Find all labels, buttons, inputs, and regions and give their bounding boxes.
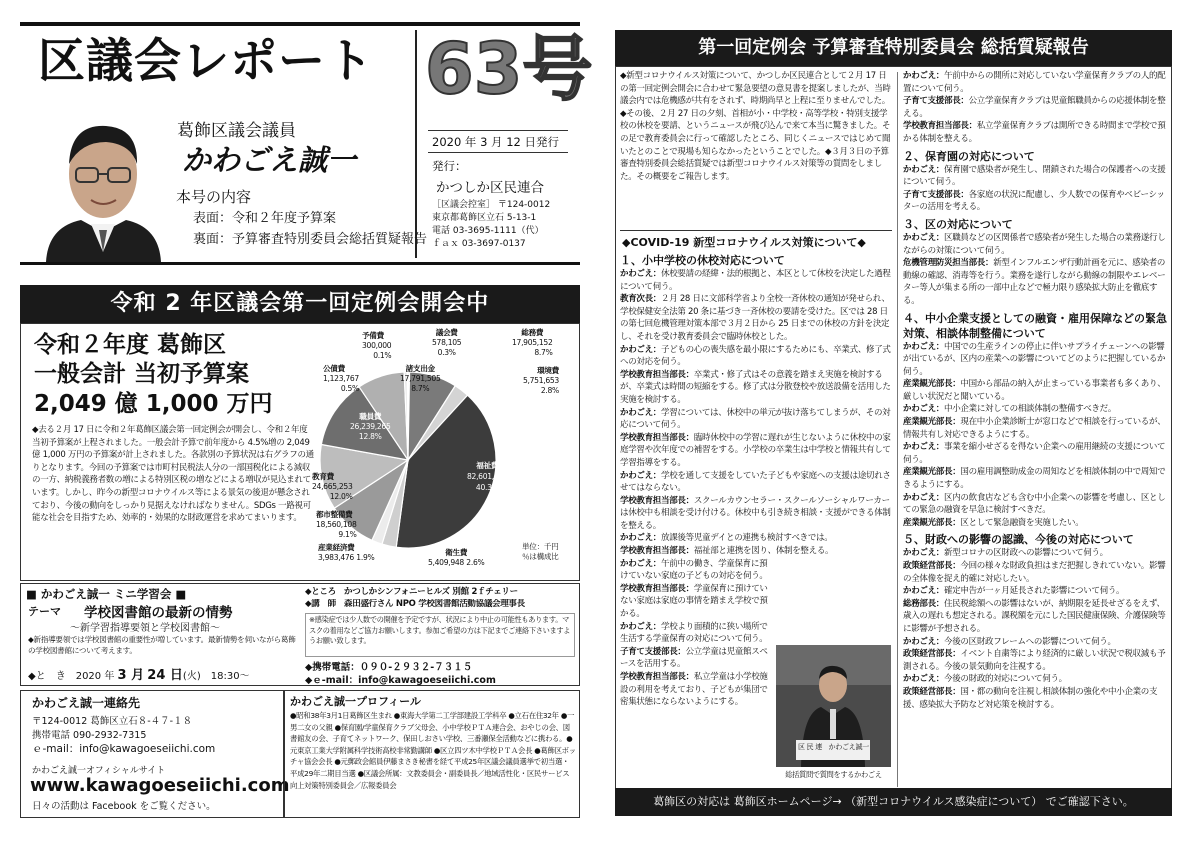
qa-item [903, 636, 1168, 649]
column-divider [897, 72, 898, 787]
contact-address: 〒124-0012 葛飾区立石８-４７-１８ [32, 716, 193, 727]
qa-item [903, 189, 1168, 214]
qa-item [620, 495, 892, 533]
speaker: かわごえ： [903, 636, 945, 647]
speaker: 学校教育担当部長： [620, 672, 694, 682]
statement: 学童保育に預けていない家庭は家庭の事情を踏まえ学校で預かる。 [620, 583, 768, 620]
footer-banner: 葛飾区の対応は 葛飾区ホームページ→ （新型コロナウイルス感染症について） でご確認下さい。 [615, 788, 1172, 816]
qa-item [620, 470, 892, 495]
qa-item [903, 403, 1168, 416]
budget-body: ◆去る２月 17 日に令和２年葛飾区議会第一回定例会が開会し、令和２年度当初予算案が上程されました。一般会計予算で前年度から 4.5%増の 2,049 億 1,000 万円の予算案が計上されました。各款別の予算状況は右グラフの通りとなります。今回の予算案では市町村民税法人分の一部国税化による減収の一方、納税義務者数の増による特別区税の増などによる増収が見込まれています。しかし、昨今の新型コロナウイルス等による景気の後退が懸念されており、今後の動向をしっかり見据えなければなりません。SDGs 一路視可能な社会を目指すため、効率的・効果的な財政運営を求めてまいります。 [32, 425, 314, 524]
qa-list-1 [620, 268, 892, 709]
qa-list-5 [903, 547, 1168, 711]
statement: 新型インフルエンザ行動計画を元に、感染者の動線の確認、消毒等を行う。業務を遂行しながら動線の制限やエレベーター等人が集まる所の一部中止などで極力限り感染拡大防止を徹底する。 [903, 258, 1166, 306]
qa-item [620, 369, 892, 407]
label-shokuin: 職員費 26,239,265 12.8% [350, 412, 391, 441]
right-intro: ◆新型コロナウイルス対策について、かつしか区民連合として２月 17 日の第一回定例会開会に合わせて緊急要望の意見書を提案しましたが、当時議会内では危機感が共有をされず、時期尚早と上程に至りませんでした。◆その後、２月 27 日の夕刻、首相が小・中学校・高等学校・特別支援学校の休校を要請、というニュースが飛び込んで来て本当に驚きました。その足で教育委員会に行って確認したところ、同じくニュースではじめて聞いたとのことで現場も知らなかったということでした。◆３月３日の予算審査特別委員会総括質疑では新型コロナウイルス対策等の質問をしました。その概要をご報告します。 [620, 71, 891, 182]
site-label: かわごえ誠一オフィシャルサイト [32, 766, 166, 776]
speaker: かわごえ： [903, 164, 945, 175]
statement: 各家庭の状況に配慮し、少人数での保育やベビーシッターの活用を考える。 [903, 189, 1165, 213]
member-name: かわごえ誠一 [182, 143, 357, 177]
qa-item [903, 560, 1168, 585]
budget-banner: 令和 2 年区議会第一回定例会開会中 [20, 285, 580, 323]
speaker: 産業観光部長： [903, 379, 961, 390]
study-lecturer: ◆講 師 森田盛行さん NPO 学校図書館活動協議会理事長 [305, 599, 525, 609]
speaker: かわごえ： [620, 269, 662, 279]
label-eisei: 衛生費 5,409,948 2.6% [428, 548, 485, 567]
study-note: ※感染症では少人数での開催を予定ですが、状況により中止の可能性もあります。マスクの着用などご協力お願いします。参加ご希望の方は下記までご連絡下さいますようお願い致します。 [305, 613, 575, 657]
qa-item [903, 378, 1168, 403]
label-sangyo: 産業経済費 3,983,476 1.9% [318, 543, 375, 562]
statement: 学校より面積的に狭い場所で生活する学童保育の対応について伺う。 [620, 621, 768, 645]
speaker: 子育て支援部長： [903, 96, 969, 107]
statement: 中国での生産ラインの停止に伴いサプライチェーンへの影響が出ているが、区内の産業への影響についてどのように把握しているか伺う。 [903, 341, 1166, 377]
study-theme-label: テーマ [28, 605, 61, 618]
statement: 区内の飲食店なども含む中小企業への影響を考慮し、区としての緊急の融資を早急に検討すべきだ。 [903, 492, 1166, 516]
speaker: かわごえ： [903, 71, 945, 81]
statement: 午前中からの開所に対応していない学童保育クラブの人的配置について伺う。 [903, 71, 1166, 94]
contact-tel: 携帯電話 090-2932-7315 [32, 730, 147, 741]
section-4-title: ４、中小企業支援としての融資・雇用保障などの緊急対策、相談体制整備について [903, 311, 1167, 340]
qa-item [620, 432, 892, 470]
statement: 保育園で感染者が発生し、閉鎖された場合の保護者への支援について伺う。 [903, 164, 1166, 188]
statement: ２月 28 日に文部科学省より全校一斉休校の通知が発せられ、学校保健安全法第 20 条に基づき一斉休校の要請を受けた。区では 28 日の第七回危機管理対策本部で３月２日から 25 日までの休校の方針を決定し、それを受け教育委員会で臨時休校とした。 [620, 294, 890, 342]
speaker: かわごえ： [620, 621, 662, 632]
qa-list-3 [903, 232, 1168, 308]
statement: 今後の区財政フレームへの影響について伺う。 [944, 636, 1116, 647]
section-3-title: ３、区の対応について [903, 217, 1013, 231]
address: 東京都葛飾区立石 5-13-1 [432, 213, 537, 223]
statement: 今後の財政的対応について伺う。 [944, 674, 1067, 685]
office-fax: ｆａｘ 03-3697-0137 [432, 239, 526, 249]
statement: 事業を縮小せざるを得ない企業への雇用継続の支援について伺う。 [903, 442, 1166, 465]
speaker: 学校教育担当部長： [903, 121, 977, 132]
speaker: 学校教育担当部長： [620, 583, 694, 594]
issue-number: 63号 [425, 28, 593, 110]
speaker: 産業観光部長： [903, 467, 961, 478]
label-toshi: 都市整備費 18,560,108 9.1% [316, 510, 357, 539]
photo-badge: 区 民 連 かわごえ誠一 [798, 743, 869, 751]
covid-heading: ◆COVID-19 新型コロナウイルス対策について◆ [622, 236, 866, 249]
budget-line1: 令和２年度 葛飾区 [34, 332, 227, 358]
qa-item [903, 585, 1168, 598]
qa-item [903, 517, 1168, 530]
study-mail: ◆ｅ-mail：info@kawagoeseiichi.com [305, 675, 496, 686]
label-kankyo: 環境費 5,751,653 2.8% [523, 366, 559, 395]
statement: 福祉部と連携を図り、体制を整える。 [693, 546, 834, 557]
masthead-title: 区議会レポート [38, 34, 374, 89]
qa-list-1b [903, 70, 1168, 146]
qa-item [903, 648, 1168, 673]
masthead-divider [415, 30, 417, 258]
qa-item [620, 583, 770, 621]
facebook-note: 日々の活動は Facebook をご覧ください。 [32, 801, 216, 812]
chart-unit: 単位：千円 ％は構成比 [522, 542, 559, 561]
office-tel: 電話 03-3695-1111（代） [432, 226, 544, 236]
speaker: かわごえ： [620, 558, 662, 569]
intro-rule [620, 230, 892, 231]
statement: 確定申告が一ヶ月延長された影響について伺う。 [944, 586, 1125, 597]
speaker: かわごえ： [620, 470, 662, 481]
contents-front: 表面：令和２年度予算案 [193, 211, 337, 226]
office: ［区議会控室］ 〒124-0012 [432, 200, 551, 210]
label-fukushi: 福祉費 82,601,768 40.3% [467, 461, 508, 492]
section-2-title: ２、保育園の対応について [903, 149, 1035, 163]
statement: 私立学童は小学校施設の利用を考えており、子どもが集団で密集状態にならないようにする。 [620, 672, 768, 708]
qa-item [903, 686, 1168, 711]
qa-item [903, 466, 1168, 491]
statement: 学校を通して支援をしていた子どもや家庭への支援は途切れさせてはならない。 [620, 470, 891, 494]
publisher: かつしか区民連合 [436, 180, 544, 196]
statement: 新型コロナの区財政への影響について伺う。 [944, 548, 1108, 559]
qa-item [620, 558, 770, 583]
qa-item [620, 268, 892, 293]
speaker: かわごえ： [903, 442, 945, 453]
statement: イベント自粛等により経済的に厳しい状況で税収減も予測される。今後の景気動向を注視する。 [903, 649, 1166, 672]
statement: 臨時休校中の学習に遅れが生じないように休校中の家庭学習や次年度での補習をする。小学校の卒業生は中学校と情報共有して学習指導をする。 [620, 432, 891, 468]
profile-title: かわごえ誠一プロフィール [290, 695, 421, 708]
speaker: かわごえ： [903, 548, 945, 559]
statement: 卒業式・修了式はその意義を踏まえ実施を検討するが、卒業式は時間の短縮をする。修了式は分散登校や放送設備を活用した実施を検討する。 [620, 369, 891, 405]
statement: スクールカウンセラー・スクールソーシャルワーカーは休校中も相談を受け付ける。休校中も引き続き相談・支援ができる体制を整える。 [620, 495, 891, 531]
statement: 区として緊急融資を実施したい。 [960, 517, 1084, 528]
qa-item [620, 646, 770, 671]
issue-date: 2020 年 3 月 12 日発行 [432, 135, 559, 149]
speaker: 産業観光部長： [903, 517, 961, 528]
speaker: かわごえ： [903, 232, 945, 243]
speaker: 政策経営部長： [903, 561, 961, 571]
qa-item [903, 416, 1168, 441]
statement: 今回の様々な財政負担はまだ把握しきれていない。影響の全体像を捉え的確に対応したい。 [903, 561, 1166, 584]
qa-item [903, 70, 1168, 95]
speaker: 危機管理防災担当部長： [903, 258, 994, 269]
study-subtitle: ～新学習指導要領と学校図書館～ [70, 623, 220, 634]
qa-item [903, 492, 1168, 517]
qa-item [620, 293, 892, 343]
member-portrait [36, 102, 171, 262]
photo-block [776, 645, 891, 785]
contents-title: 本号の内容 [176, 188, 252, 206]
contact-mail: ｅ-mail：info@kawagoeseiichi.com [32, 743, 216, 755]
speaker: 政策経営部長： [903, 686, 961, 697]
qa-item [903, 547, 1168, 560]
statement: 中小企業に対しての相談体制の整備すべきだ。 [944, 404, 1117, 415]
label-somu: 総務費 17,905,152 8.7% [512, 328, 553, 357]
statement: 学習については、休校中の単元が抜け落ちてしまうが、その対応について伺う。 [620, 407, 891, 431]
study-tel: ◆携帯電話：０９０-２９３２-７３１５ [305, 662, 473, 673]
site-link[interactable]: www.kawagoeseiichi.com [30, 775, 290, 796]
qa-item [620, 344, 892, 369]
study-place: ◆ところ かつしかシンフォニーヒルズ 別館 2ｆチェリー [305, 587, 518, 597]
label-kosai: 公債費 1,123,767 0.5% [323, 364, 359, 393]
section-5-title: ５、財政への影響の認識、今後の対応について [903, 533, 1134, 547]
label-yobi: 予備費 300,000 0.1% [362, 331, 392, 360]
date-rule-bottom [428, 152, 568, 153]
label-kyoiku: 教育費 24,665,253 12.0% [312, 472, 353, 501]
statement: 子どもの心の喪失感を最小限にするためにも、卒業式、修了式への対応を伺う。 [620, 344, 891, 368]
speaker: 学校教育担当部長： [620, 432, 694, 443]
qa-item [903, 598, 1168, 636]
qa-item [903, 441, 1168, 466]
speaker: かわごえ： [903, 586, 945, 597]
speaker: 学校教育担当部長： [620, 546, 694, 557]
qa-item [620, 621, 770, 646]
speaker: 学校教育担当部長： [620, 369, 694, 380]
masthead-bottom-rule [20, 262, 580, 265]
statement: 国の雇用調整助成金の周知などを相談体制の中で周知できるようにする。 [903, 467, 1166, 491]
qa-item [903, 673, 1168, 686]
statement: 現在中小企業診断士が窓口などで相談を行っているが、情報共有し対応できるようにする。 [903, 417, 1166, 440]
contents-back: 裏面：予算審査特別委員会総括質疑報告 [193, 232, 428, 247]
qa-item [903, 341, 1168, 379]
speaker: かわごえ： [903, 404, 945, 415]
speaker: かわごえ： [903, 492, 945, 503]
column-2 [903, 70, 1168, 785]
speaker: 学校教育担当部長： [620, 495, 694, 506]
qa-item [620, 532, 892, 545]
study-title: ■ かわごえ誠一 ミニ学習会 ■ [26, 587, 187, 601]
label-shoshi: 諸支出金 17,791,505 8.7% [400, 364, 441, 393]
speaker: かわごえ： [620, 533, 662, 544]
right-heading: 第一回定例会 予算審査特別委員会 総括質疑報告 [615, 30, 1172, 66]
qa-item [903, 164, 1168, 189]
section-1-title: １、小中学校の休校対応について [620, 254, 785, 267]
speaker: 産業観光部長： [903, 417, 961, 428]
statement: 住民税総額への影響はないが、納期限を延長せざるをえず、歳入の遅れも想定される。課税額を元にした国民健康保険、介護保険等に影響が予想される。 [903, 598, 1166, 634]
statement: 休校要請の経緯・法的根拠と、本区として休校を決定した過程について伺う。 [620, 269, 891, 292]
statement: 国・都の動向を注視し相談体制の強化や中小企業の支援、感染拡大予防など対応策を検討する。 [903, 686, 1158, 710]
qa-item [903, 232, 1168, 257]
statement: 公立学童保育クラブは児童館職員からの応援体制を整える。 [903, 96, 1166, 119]
qa-list-4 [903, 341, 1168, 530]
label-gikai: 議会費 578,105 0.3% [432, 328, 462, 357]
statement: 区職員などの区関係者で感染者が発生した場合の業務遂行しながらの対策について伺う。 [903, 232, 1166, 256]
statement: 公立学童は児童館スペースを活用する。 [620, 646, 768, 670]
statement: 放課後等児童デイとの連携も検討すべきでは。 [661, 533, 833, 544]
member-role: 葛飾区議会議員 [177, 121, 296, 141]
contact-title: かわごえ誠一連絡先 [32, 696, 141, 710]
speaker: 子育て支援部長： [903, 189, 969, 200]
statement: 午前中の働き、学童保育に預けていない家庭の子どもの対応を伺う。 [620, 558, 768, 582]
photo-caption: 総括質問で質問をするかわごえ [785, 770, 882, 779]
qa-item [903, 120, 1168, 145]
speaker: かわごえ： [903, 674, 945, 685]
qa-item [903, 95, 1168, 120]
qa-item [620, 407, 892, 432]
qa-item [620, 545, 892, 558]
speaker: かわごえ： [903, 341, 945, 352]
qa-item [620, 671, 770, 709]
speaker: 政策経営部長： [903, 649, 961, 660]
statement: 私立学童保育クラブは開所できる時間まで学校で預かる体制を整える。 [903, 121, 1166, 144]
profile-body: ●昭和38年3月1日葛飾区生まれ ●東海大学第二工学部建設工学科卒 ●立石在住32年 ●一男二女の父親 ●保育園/学童保育クラブ父母会、小中学校ＰＴＡ連合会、おやじの会、図書館友の会、子育てネットワーク、保田しおさい学校、三番瀬保全活動などに携わる。●元東京工業大学附属科学技術高校非常勤講師 ●区立四ツ木中学校ＰＴＡ会長 ●葛飾区ボッチャ協会会長 ●元郵政会館員伊藤まさき秘書を経て平成25年区議会議員選挙で初当選・平成29年二期目当選 ●区議会所属：文教委員会・副委員長／地域活性化・区民サービス向上対策特別委員会／広報委員会 [290, 711, 576, 790]
speaker: かわごえ： [620, 344, 662, 355]
study-theme: 学校図書館の最新の情勢 [84, 605, 233, 621]
statement: 中国から部品の納入が止まっている事業者も多くあり、厳しい状況だと聞いている。 [903, 379, 1166, 402]
qa-list-2 [903, 164, 1168, 214]
budget-total: 2,049 億 1,000 万円 [34, 391, 273, 417]
budget-line2: 一般会計 当初予算案 [34, 361, 250, 387]
qa-item [903, 257, 1168, 307]
speaker: 総務部長： [903, 598, 945, 609]
speaker: 子育て支援部長： [620, 646, 686, 657]
study-desc: ◆新指導要領では学校図書館の重要性が増しています。最新情勢を伺いながら葛飾の学校図書館について考えます。 [28, 635, 296, 655]
publisher-label: 発行： [432, 159, 467, 173]
study-when: ◆と き 2020 年 3 月 24 日(火) 18:30～ [28, 668, 250, 683]
speaker: かわごえ： [620, 407, 662, 418]
speaker: 教育次長： [620, 294, 662, 305]
top-rule [20, 22, 580, 26]
date-rule [428, 130, 568, 131]
